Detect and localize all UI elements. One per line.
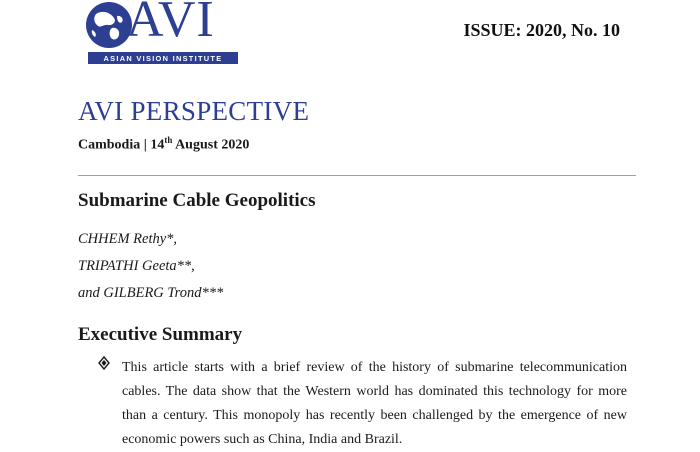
author-line: TRIPATHI Geeta**, — [78, 258, 195, 274]
dateline-location: Cambodia | 14 — [78, 137, 165, 153]
divider — [78, 175, 636, 176]
logo-tagline: ASIAN VISION INSTITUTE — [88, 52, 238, 64]
publication-title: AVI PERSPECTIVE — [78, 96, 310, 126]
avi-logo — [84, 0, 240, 66]
author-line: and GILBERG Trond*** — [78, 285, 224, 301]
dateline — [78, 135, 249, 154]
article-title: Submarine Cable Geopolitics — [78, 190, 316, 211]
dateline-ordinal: th — [164, 135, 173, 145]
author-list — [78, 229, 223, 310]
issue-number: ISSUE: 2020, No. 10 — [463, 20, 620, 40]
author-line: CHHEM Rethy*, — [78, 231, 178, 247]
logo-letters: AVI — [126, 0, 215, 48]
diamond-bullet-icon — [98, 356, 110, 370]
dateline-date: August 2020 — [172, 137, 250, 153]
summary-bullet-text: This article starts with a brief review of the history of submarine telecommunication cables. The data show that the Western world has dominated this technology for more than a century. This monopoly has recently been challenged by the emergence of new economic powers such as China, India and Brazil. — [122, 360, 627, 447]
section-heading: Executive Summary — [78, 324, 243, 345]
